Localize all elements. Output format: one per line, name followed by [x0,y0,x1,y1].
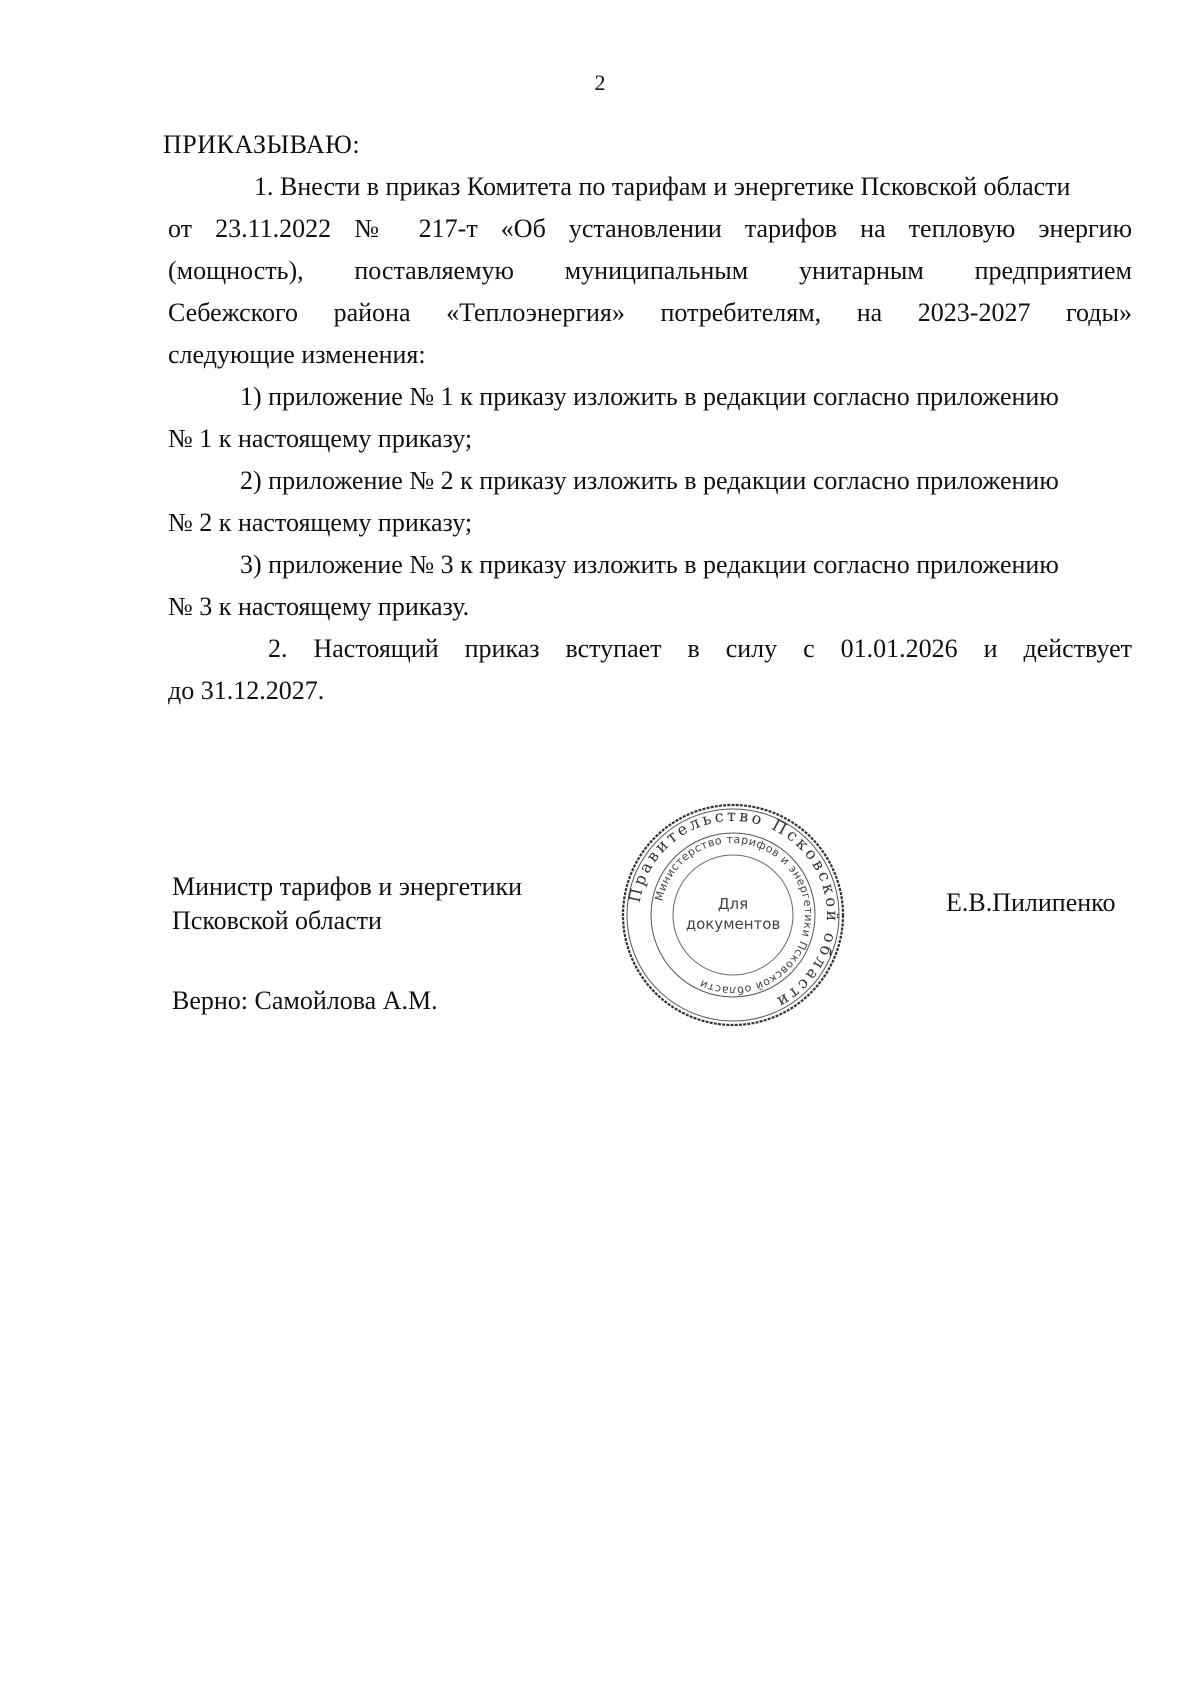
item-1-line-1: 1) приложение № 1 к приказу изложить в редакции согласно приложению [240,382,1059,411]
item-3-line-2: № 3 к настоящему приказу. [168,592,470,621]
signatory-name: Е.В.Пилипенко [946,888,1116,917]
paragraph-2-line-1: 2. Настоящий приказ вступает в силу с 01.01.2026 и действует [268,634,1132,663]
paragraph-1-line-4: Себежского района «Теплоэнергия» потребителям, на 2023-2027 годы» [168,298,1132,327]
paragraph-1-line-5: следующие изменения: [168,340,426,369]
official-stamp [620,802,846,1028]
item-2-line-2: № 2 к настоящему приказу; [168,508,473,537]
paragraph-1-line-3: (мощность), поставляемую муниципальным унитарным предприятием [168,256,1132,285]
item-1-line-2: № 1 к настоящему приказу; [168,424,473,453]
signatory-position-line-2: Псковской области [172,906,382,935]
paragraph-1-line-1: 1. Внести в приказ Комитета по тарифам и энергетике Псковской области [254,172,1071,201]
stamp-outer-text: Правительство Псковской области [624,805,843,1014]
signatory-position [172,870,522,938]
item-2-line-1: 2) приложение № 2 к приказу изложить в редакции согласно приложению [240,466,1059,495]
stamp-center-line-1: Для [717,895,749,913]
certified-copy-note: Верно: Самойлова А.М. [172,986,438,1015]
stamp-center-line-2: документов [685,915,781,933]
signatory-position-line-1: Министр тарифов и энергетики [172,872,523,901]
page-number: 2 [594,70,606,95]
stamp-inner-text: Министерство тарифов и энергетики Псковской области [652,832,816,998]
paragraph-1-line-2: от 23.11.2022 № 217-т «Об установлении тарифов на тепловую энергию [168,214,1132,243]
order-heading: ПРИКАЗЫВАЮ: [163,130,361,159]
paragraph-2-line-2: до 31.12.2027. [168,676,325,705]
stamp-seal-icon [620,802,846,1028]
item-3-line-1: 3) приложение № 3 к приказу изложить в редакции согласно приложению [240,550,1059,579]
